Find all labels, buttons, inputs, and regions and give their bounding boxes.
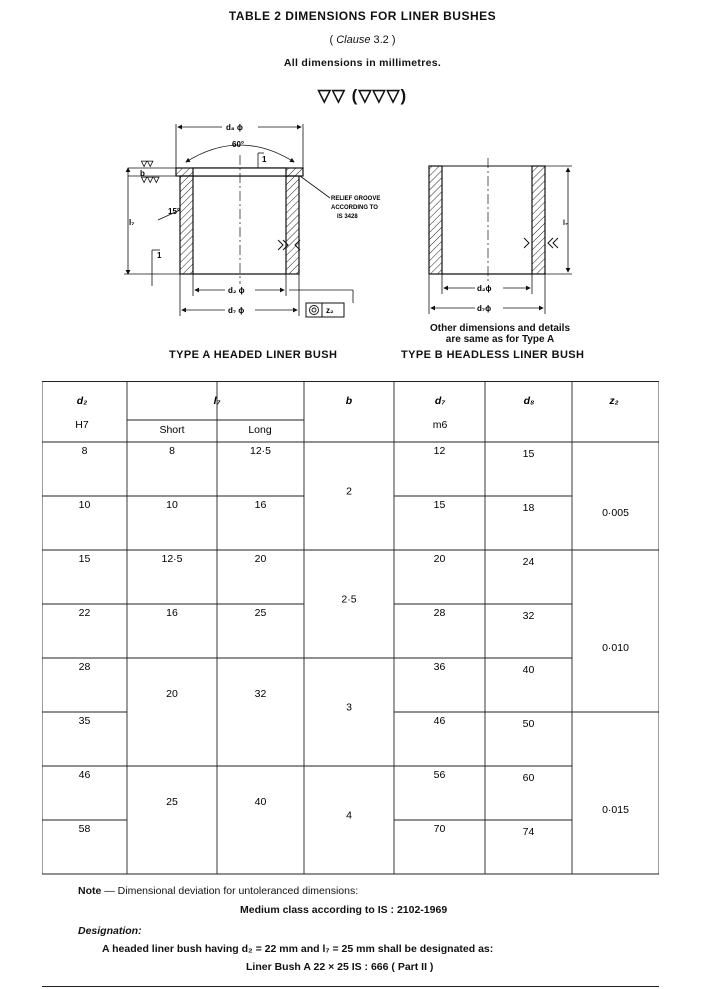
cell-short: 25 xyxy=(166,796,178,809)
cell-b: 3 xyxy=(346,701,352,714)
label-d7-b: d₇ϕ xyxy=(477,304,492,313)
note-label: Note xyxy=(78,885,102,897)
cell-b: 2·5 xyxy=(341,593,357,606)
cell-d7: 28 xyxy=(433,607,446,620)
units-note: All dimensions in millimetres. xyxy=(283,57,442,69)
type-b-caption: TYPE B HEADLESS LINER BUSH xyxy=(401,349,585,361)
cell-long: 16 xyxy=(254,499,267,512)
note xyxy=(78,885,358,897)
relief-note-2: ACCORDING TO xyxy=(331,205,378,211)
other-note-line-1: Other dimensions and details xyxy=(429,323,571,334)
label-one-left: 1 xyxy=(157,251,162,260)
cell-d2: 58 xyxy=(78,823,91,836)
designation-label: Designation: xyxy=(78,925,142,937)
label-angle: 60° xyxy=(232,140,245,149)
relief-note-3: IS 3428 xyxy=(337,214,358,220)
label-d2-b: d₂ϕ xyxy=(477,284,492,293)
finish-mark-2: ▽▽▽ xyxy=(141,175,160,184)
cell-d8: 74 xyxy=(522,825,535,838)
cell-d2: 28 xyxy=(78,661,91,674)
cell-d8: 40 xyxy=(522,663,535,676)
cell-d7: 70 xyxy=(433,823,446,836)
cell-z2: 0·015 xyxy=(602,804,629,817)
cell-long: 40 xyxy=(254,796,267,809)
cell-long: 20 xyxy=(254,553,267,566)
clause-open: ( xyxy=(329,34,337,46)
header-d2: d₂ xyxy=(76,395,88,407)
type-b-drawing xyxy=(429,158,572,314)
cell-short: 8 xyxy=(169,445,175,458)
cell-d7: 46 xyxy=(433,715,446,728)
relief-note-1: RELIEF GROOVE xyxy=(331,196,381,202)
cell-z2: 0·010 xyxy=(602,642,629,655)
cell-d2: 46 xyxy=(78,769,91,782)
cell-short: 20 xyxy=(166,688,178,701)
cell-long: 25 xyxy=(254,607,267,620)
header-d2-sub: H7 xyxy=(75,419,89,431)
clause-reference xyxy=(0,34,725,46)
finish-mark-1: ▽▽ xyxy=(141,159,154,168)
note-text: — Dimensional deviation for untoleranced dimensions: xyxy=(101,885,359,897)
cell-d8: 24 xyxy=(522,555,535,568)
cell-d8: 18 xyxy=(522,501,535,514)
surface-finish-symbol: ▽▽ (▽▽▽) xyxy=(317,86,408,105)
header-d7-sub: m6 xyxy=(432,419,448,431)
cell-z2: 0·005 xyxy=(602,507,629,520)
header-d7: d₇ xyxy=(434,395,446,407)
label-z2: z₂ xyxy=(326,306,334,315)
clause-number: 3.2 ) xyxy=(370,34,396,46)
type-a-caption: TYPE A HEADED LINER BUSH xyxy=(169,349,338,361)
table-title: TABLE 2 DIMENSIONS FOR LINER BUSHES xyxy=(228,9,497,23)
cell-d7: 15 xyxy=(433,499,446,512)
type-a-drawing xyxy=(124,120,380,317)
label-one-top: 1 xyxy=(262,155,267,164)
designation-line-2: Liner Bush A 22 × 25 IS : 666 ( Part II ) xyxy=(246,961,434,973)
cell-d8: 60 xyxy=(522,771,535,784)
cell-short: 12·5 xyxy=(161,553,183,566)
cell-b: 2 xyxy=(346,485,352,498)
header-z2: z₂ xyxy=(609,395,619,407)
label-l7: l₇ xyxy=(129,218,135,227)
cell-d2: 35 xyxy=(78,715,91,728)
cell-d7: 20 xyxy=(433,553,446,566)
other-note-line-2: are same as for Type A xyxy=(445,334,555,345)
header-l7: l₇ xyxy=(213,395,221,407)
label-d2-a: d₂ ϕ xyxy=(228,286,245,295)
liner-bush-drawing xyxy=(0,110,725,345)
cell-d2: 22 xyxy=(78,607,91,620)
cell-d2: 15 xyxy=(78,553,91,566)
cell-short: 16 xyxy=(166,607,178,620)
cell-d8: 15 xyxy=(522,447,535,460)
label-15deg: 15° xyxy=(168,207,181,216)
header-long: Long xyxy=(248,424,272,436)
header-d8: d₈ xyxy=(523,395,535,407)
note-line-2: Medium class according to IS : 2102-1969 xyxy=(240,904,448,916)
label-d8: d₈ ϕ xyxy=(226,123,243,132)
cell-d7: 36 xyxy=(433,661,446,674)
cell-d2: 10 xyxy=(78,499,91,512)
cell-d2: 8 xyxy=(81,445,88,458)
label-d7-a: d₇ ϕ xyxy=(228,306,245,315)
cell-long: 32 xyxy=(254,688,267,701)
cell-d8: 50 xyxy=(522,717,535,730)
header-short: Short xyxy=(159,424,185,436)
cell-d7: 56 xyxy=(433,769,446,782)
other-dimensions-note xyxy=(400,323,600,345)
cell-short: 10 xyxy=(166,499,178,512)
cell-d8: 32 xyxy=(522,609,535,622)
header-b: b xyxy=(345,395,353,407)
label-l7-b: l₇ xyxy=(563,220,568,227)
cell-b: 4 xyxy=(346,809,352,822)
cell-long: 12·5 xyxy=(249,445,272,458)
designation-line-1: A headed liner bush having d₂ = 22 mm and l₇ = 25 mm shall be designated as: xyxy=(102,943,494,955)
clause-word: Clause xyxy=(336,34,371,46)
label-b: b xyxy=(140,169,145,178)
cell-d7: 12 xyxy=(433,445,446,458)
